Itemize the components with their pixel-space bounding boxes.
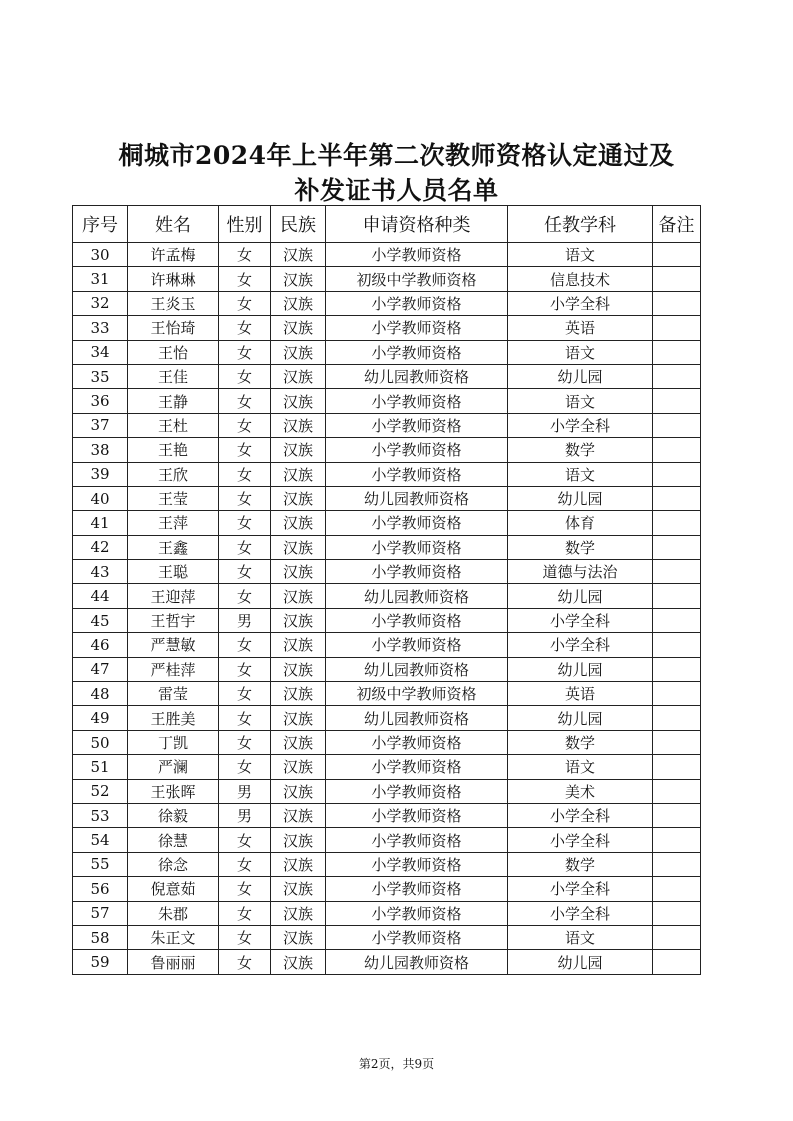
cell-ethnicity: 汉族 <box>271 560 326 584</box>
cell-remarks <box>653 267 701 291</box>
cell-name: 王萍 <box>128 511 219 535</box>
cell-index: 56 <box>73 877 128 901</box>
cell-subject: 道德与法治 <box>508 560 653 584</box>
cell-ethnicity: 汉族 <box>271 364 326 388</box>
cell-subject: 语文 <box>508 243 653 267</box>
cell-gender: 女 <box>219 316 271 340</box>
cell-subject: 语文 <box>508 389 653 413</box>
column-header-subject: 任教学科 <box>508 206 653 243</box>
cell-ethnicity: 汉族 <box>271 413 326 437</box>
cell-index: 37 <box>73 413 128 437</box>
cell-qualification: 小学教师资格 <box>326 291 508 315</box>
cell-name: 严澜 <box>128 755 219 779</box>
cell-ethnicity: 汉族 <box>271 852 326 876</box>
cell-qualification: 小学教师资格 <box>326 877 508 901</box>
cell-remarks <box>653 730 701 754</box>
cell-name: 丁凯 <box>128 730 219 754</box>
cell-gender: 女 <box>219 901 271 925</box>
cell-index: 57 <box>73 901 128 925</box>
cell-ethnicity: 汉族 <box>271 389 326 413</box>
cell-gender: 女 <box>219 657 271 681</box>
cell-subject: 小学全科 <box>508 877 653 901</box>
cell-remarks <box>653 779 701 803</box>
table-row <box>73 730 701 754</box>
cell-name: 王鑫 <box>128 535 219 559</box>
table-row <box>73 560 701 584</box>
table-row <box>73 950 701 974</box>
table-row <box>73 438 701 462</box>
cell-remarks <box>653 316 701 340</box>
cell-gender: 女 <box>219 462 271 486</box>
cell-qualification: 小学教师资格 <box>326 755 508 779</box>
cell-qualification: 小学教师资格 <box>326 511 508 535</box>
cell-name: 许琳琳 <box>128 267 219 291</box>
cell-index: 47 <box>73 657 128 681</box>
cell-ethnicity: 汉族 <box>271 730 326 754</box>
cell-ethnicity: 汉族 <box>271 950 326 974</box>
table-row <box>73 877 701 901</box>
table-row <box>73 779 701 803</box>
cell-gender: 女 <box>219 291 271 315</box>
cell-ethnicity: 汉族 <box>271 803 326 827</box>
cell-gender: 女 <box>219 243 271 267</box>
cell-subject: 美术 <box>508 779 653 803</box>
cell-gender: 女 <box>219 852 271 876</box>
cell-remarks <box>653 584 701 608</box>
cell-subject: 幼儿园 <box>508 486 653 510</box>
table-row <box>73 706 701 730</box>
table-row <box>73 243 701 267</box>
cell-index: 55 <box>73 852 128 876</box>
cell-gender: 女 <box>219 364 271 388</box>
table-body <box>73 243 701 975</box>
cell-gender: 女 <box>219 730 271 754</box>
cell-remarks <box>653 340 701 364</box>
cell-gender: 女 <box>219 925 271 949</box>
cell-index: 51 <box>73 755 128 779</box>
page-footer: 第2页，共9页 <box>358 1057 435 1071</box>
cell-subject: 信息技术 <box>508 267 653 291</box>
cell-subject: 小学全科 <box>508 413 653 437</box>
column-header-remarks: 备注 <box>653 206 701 243</box>
cell-remarks <box>653 877 701 901</box>
cell-qualification: 小学教师资格 <box>326 438 508 462</box>
cell-subject: 数学 <box>508 535 653 559</box>
cell-subject: 语文 <box>508 462 653 486</box>
cell-qualification: 小学教师资格 <box>326 316 508 340</box>
cell-name: 倪意茹 <box>128 877 219 901</box>
cell-index: 39 <box>73 462 128 486</box>
cell-remarks <box>653 438 701 462</box>
cell-name: 严桂萍 <box>128 657 219 681</box>
cell-remarks <box>653 511 701 535</box>
cell-subject: 英语 <box>508 682 653 706</box>
cell-subject: 幼儿园 <box>508 657 653 681</box>
cell-name: 王艳 <box>128 438 219 462</box>
cell-qualification: 幼儿园教师资格 <box>326 364 508 388</box>
cell-index: 49 <box>73 706 128 730</box>
cell-ethnicity: 汉族 <box>271 267 326 291</box>
table-row <box>73 316 701 340</box>
cell-qualification: 小学教师资格 <box>326 852 508 876</box>
cell-subject: 小学全科 <box>508 291 653 315</box>
cell-subject: 数学 <box>508 852 653 876</box>
cell-remarks <box>653 852 701 876</box>
cell-subject: 小学全科 <box>508 803 653 827</box>
cell-name: 徐慧 <box>128 828 219 852</box>
table-row <box>73 633 701 657</box>
cell-index: 35 <box>73 364 128 388</box>
cell-ethnicity: 汉族 <box>271 486 326 510</box>
cell-ethnicity: 汉族 <box>271 657 326 681</box>
cell-qualification: 小学教师资格 <box>326 925 508 949</box>
cell-index: 38 <box>73 438 128 462</box>
cell-ethnicity: 汉族 <box>271 535 326 559</box>
cell-subject: 幼儿园 <box>508 706 653 730</box>
table-row <box>73 608 701 632</box>
cell-ethnicity: 汉族 <box>271 584 326 608</box>
document-title-line-1: 桐城市2024年上半年第二次教师资格认定通过及 <box>118 141 675 170</box>
cell-index: 44 <box>73 584 128 608</box>
cell-name: 鲁丽丽 <box>128 950 219 974</box>
cell-subject: 小学全科 <box>508 901 653 925</box>
cell-index: 33 <box>73 316 128 340</box>
column-header-gender: 性别 <box>219 206 271 243</box>
cell-remarks <box>653 828 701 852</box>
cell-qualification: 幼儿园教师资格 <box>326 657 508 681</box>
cell-qualification: 小学教师资格 <box>326 608 508 632</box>
cell-gender: 女 <box>219 633 271 657</box>
cell-index: 36 <box>73 389 128 413</box>
cell-index: 42 <box>73 535 128 559</box>
cell-ethnicity: 汉族 <box>271 511 326 535</box>
cell-remarks <box>653 803 701 827</box>
cell-qualification: 初级中学教师资格 <box>326 267 508 291</box>
cell-subject: 语文 <box>508 925 653 949</box>
cell-qualification: 小学教师资格 <box>326 730 508 754</box>
cell-ethnicity: 汉族 <box>271 243 326 267</box>
cell-qualification: 初级中学教师资格 <box>326 682 508 706</box>
table-row <box>73 511 701 535</box>
cell-index: 59 <box>73 950 128 974</box>
roster-table <box>72 205 701 975</box>
cell-name: 徐念 <box>128 852 219 876</box>
cell-index: 52 <box>73 779 128 803</box>
cell-index: 40 <box>73 486 128 510</box>
cell-ethnicity: 汉族 <box>271 682 326 706</box>
cell-remarks <box>653 755 701 779</box>
cell-name: 王怡琦 <box>128 316 219 340</box>
cell-remarks <box>653 364 701 388</box>
column-header-index: 序号 <box>73 206 128 243</box>
cell-gender: 男 <box>219 608 271 632</box>
cell-remarks <box>653 706 701 730</box>
cell-ethnicity: 汉族 <box>271 608 326 632</box>
cell-gender: 女 <box>219 755 271 779</box>
cell-gender: 女 <box>219 950 271 974</box>
cell-qualification: 小学教师资格 <box>326 633 508 657</box>
cell-remarks <box>653 243 701 267</box>
table-row <box>73 340 701 364</box>
cell-qualification: 小学教师资格 <box>326 828 508 852</box>
cell-qualification: 小学教师资格 <box>326 389 508 413</box>
cell-remarks <box>653 560 701 584</box>
cell-index: 53 <box>73 803 128 827</box>
table-row <box>73 901 701 925</box>
cell-gender: 女 <box>219 535 271 559</box>
cell-gender: 女 <box>219 511 271 535</box>
cell-subject: 语文 <box>508 340 653 364</box>
cell-gender: 女 <box>219 413 271 437</box>
cell-ethnicity: 汉族 <box>271 828 326 852</box>
cell-gender: 女 <box>219 486 271 510</box>
cell-index: 32 <box>73 291 128 315</box>
cell-name: 王聪 <box>128 560 219 584</box>
table-row <box>73 413 701 437</box>
cell-gender: 女 <box>219 682 271 706</box>
cell-qualification: 小学教师资格 <box>326 243 508 267</box>
document-title-line-2: 补发证书人员名单 <box>294 176 499 205</box>
cell-ethnicity: 汉族 <box>271 340 326 364</box>
cell-index: 46 <box>73 633 128 657</box>
cell-ethnicity: 汉族 <box>271 706 326 730</box>
cell-index: 54 <box>73 828 128 852</box>
column-header-qualification: 申请资格种类 <box>326 206 508 243</box>
cell-remarks <box>653 389 701 413</box>
cell-index: 30 <box>73 243 128 267</box>
cell-gender: 女 <box>219 560 271 584</box>
cell-name: 王欣 <box>128 462 219 486</box>
cell-remarks <box>653 925 701 949</box>
cell-ethnicity: 汉族 <box>271 633 326 657</box>
cell-gender: 女 <box>219 877 271 901</box>
cell-gender: 女 <box>219 438 271 462</box>
cell-index: 41 <box>73 511 128 535</box>
table-row <box>73 682 701 706</box>
cell-remarks <box>653 535 701 559</box>
table-row <box>73 828 701 852</box>
cell-remarks <box>653 682 701 706</box>
cell-remarks <box>653 608 701 632</box>
table-row <box>73 852 701 876</box>
cell-qualification: 小学教师资格 <box>326 803 508 827</box>
cell-name: 王炎玉 <box>128 291 219 315</box>
cell-subject: 数学 <box>508 730 653 754</box>
cell-gender: 女 <box>219 389 271 413</box>
cell-name: 严慧敏 <box>128 633 219 657</box>
column-header-name: 姓名 <box>128 206 219 243</box>
cell-name: 雷莹 <box>128 682 219 706</box>
cell-subject: 小学全科 <box>508 828 653 852</box>
cell-subject: 数学 <box>508 438 653 462</box>
cell-gender: 男 <box>219 779 271 803</box>
table-row <box>73 267 701 291</box>
cell-remarks <box>653 462 701 486</box>
cell-subject: 小学全科 <box>508 608 653 632</box>
cell-ethnicity: 汉族 <box>271 291 326 315</box>
cell-ethnicity: 汉族 <box>271 755 326 779</box>
cell-index: 58 <box>73 925 128 949</box>
cell-name: 王莹 <box>128 486 219 510</box>
cell-name: 王哲宇 <box>128 608 219 632</box>
cell-subject: 幼儿园 <box>508 584 653 608</box>
cell-subject: 小学全科 <box>508 633 653 657</box>
cell-index: 45 <box>73 608 128 632</box>
cell-name: 许孟梅 <box>128 243 219 267</box>
cell-remarks <box>653 901 701 925</box>
table-row <box>73 657 701 681</box>
cell-subject: 英语 <box>508 316 653 340</box>
column-header-ethnicity: 民族 <box>271 206 326 243</box>
table-row <box>73 462 701 486</box>
cell-qualification: 小学教师资格 <box>326 779 508 803</box>
cell-name: 王胜美 <box>128 706 219 730</box>
table-row <box>73 925 701 949</box>
cell-name: 王迎萍 <box>128 584 219 608</box>
cell-ethnicity: 汉族 <box>271 316 326 340</box>
cell-name: 朱郡 <box>128 901 219 925</box>
cell-gender: 女 <box>219 340 271 364</box>
table-row <box>73 755 701 779</box>
cell-gender: 男 <box>219 803 271 827</box>
cell-name: 王张晖 <box>128 779 219 803</box>
table-row <box>73 389 701 413</box>
cell-ethnicity: 汉族 <box>271 925 326 949</box>
cell-qualification: 幼儿园教师资格 <box>326 706 508 730</box>
cell-qualification: 小学教师资格 <box>326 413 508 437</box>
cell-name: 徐毅 <box>128 803 219 827</box>
cell-index: 31 <box>73 267 128 291</box>
cell-name: 王静 <box>128 389 219 413</box>
cell-remarks <box>653 950 701 974</box>
cell-ethnicity: 汉族 <box>271 462 326 486</box>
table-row <box>73 584 701 608</box>
cell-index: 43 <box>73 560 128 584</box>
cell-qualification: 幼儿园教师资格 <box>326 486 508 510</box>
cell-qualification: 小学教师资格 <box>326 462 508 486</box>
table-row <box>73 291 701 315</box>
cell-subject: 体育 <box>508 511 653 535</box>
cell-gender: 女 <box>219 584 271 608</box>
cell-subject: 语文 <box>508 755 653 779</box>
cell-qualification: 小学教师资格 <box>326 560 508 584</box>
cell-index: 48 <box>73 682 128 706</box>
cell-gender: 女 <box>219 828 271 852</box>
cell-index: 50 <box>73 730 128 754</box>
cell-ethnicity: 汉族 <box>271 901 326 925</box>
cell-ethnicity: 汉族 <box>271 877 326 901</box>
cell-qualification: 幼儿园教师资格 <box>326 584 508 608</box>
cell-remarks <box>653 657 701 681</box>
cell-qualification: 小学教师资格 <box>326 340 508 364</box>
cell-remarks <box>653 633 701 657</box>
cell-name: 王杜 <box>128 413 219 437</box>
cell-gender: 女 <box>219 267 271 291</box>
cell-remarks <box>653 486 701 510</box>
table-row <box>73 486 701 510</box>
cell-name: 王怡 <box>128 340 219 364</box>
cell-subject: 幼儿园 <box>508 364 653 388</box>
table-row <box>73 535 701 559</box>
cell-ethnicity: 汉族 <box>271 779 326 803</box>
table-row <box>73 364 701 388</box>
cell-qualification: 幼儿园教师资格 <box>326 950 508 974</box>
table-header-row <box>73 206 701 243</box>
cell-gender: 女 <box>219 706 271 730</box>
cell-qualification: 小学教师资格 <box>326 535 508 559</box>
cell-remarks <box>653 291 701 315</box>
cell-remarks <box>653 413 701 437</box>
table-row <box>73 803 701 827</box>
cell-subject: 幼儿园 <box>508 950 653 974</box>
cell-qualification: 小学教师资格 <box>326 901 508 925</box>
cell-name: 朱正文 <box>128 925 219 949</box>
cell-index: 34 <box>73 340 128 364</box>
cell-ethnicity: 汉族 <box>271 438 326 462</box>
cell-name: 王佳 <box>128 364 219 388</box>
